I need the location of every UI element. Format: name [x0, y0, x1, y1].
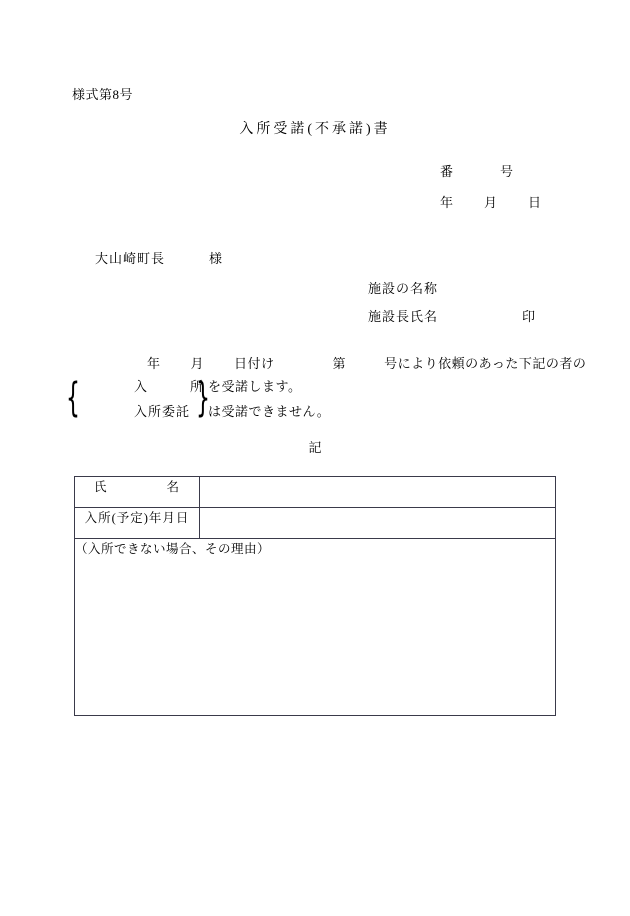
reason-cell[interactable] [75, 539, 556, 716]
option-admission[interactable]: 入 所 [134, 379, 205, 394]
result-accept: を受諾します。 [208, 379, 302, 394]
form-table-wrapper [74, 476, 556, 716]
ki-mark: 記 [308, 440, 322, 455]
seal-label: 印 [522, 309, 537, 324]
admission-date-label-text: 入所(予定)年月日 [84, 511, 190, 525]
form-table [74, 476, 556, 716]
reference-year: 年 [147, 356, 161, 371]
facility-name-label: 施設の名称 [368, 281, 439, 296]
reference-doc-no-prefix: 第 [332, 356, 347, 371]
addressee-honorific: 様 [209, 251, 224, 266]
date-month-label: 月 [484, 195, 499, 210]
brace-right-icon: } [196, 375, 210, 421]
option-admission-entrust[interactable]: 入所委託 [134, 404, 191, 419]
result-reject: は受諾できません。 [208, 404, 331, 419]
form-number: 様式第8号 [72, 87, 134, 102]
addressee-name: 大山崎町長 [95, 251, 166, 266]
reference-date-suffix: 日付け [234, 356, 275, 371]
table-row [75, 508, 556, 539]
name-label-text: 氏 名 [94, 480, 180, 494]
admission-date-label-cell [75, 508, 200, 539]
option-brace-block [62, 376, 382, 424]
name-value-cell[interactable] [200, 477, 556, 508]
date-day-label: 日 [528, 195, 543, 210]
facility-head-line [368, 306, 536, 325]
table-row [75, 539, 556, 716]
reference-line [113, 353, 586, 372]
reason-label: （入所できない場合、その理由） [75, 542, 271, 556]
issue-date-line [440, 192, 542, 211]
reference-doc-no-suffix: 号により依頼のあった下記の者の [384, 356, 587, 371]
table-row [75, 477, 556, 508]
reference-month: 月 [190, 356, 205, 371]
document-number-line [440, 161, 514, 180]
admission-date-value-cell[interactable] [200, 508, 556, 539]
number-label: 番 [440, 164, 455, 179]
addressee-line [95, 248, 223, 267]
brace-left-icon: { [66, 375, 80, 421]
date-year-label: 年 [440, 195, 455, 210]
number-suffix: 号 [500, 164, 515, 179]
facility-head-label: 施設長氏名 [368, 309, 439, 324]
document-title: 入所受諾(不承諾)書 [239, 122, 391, 137]
name-label-cell [75, 477, 200, 508]
